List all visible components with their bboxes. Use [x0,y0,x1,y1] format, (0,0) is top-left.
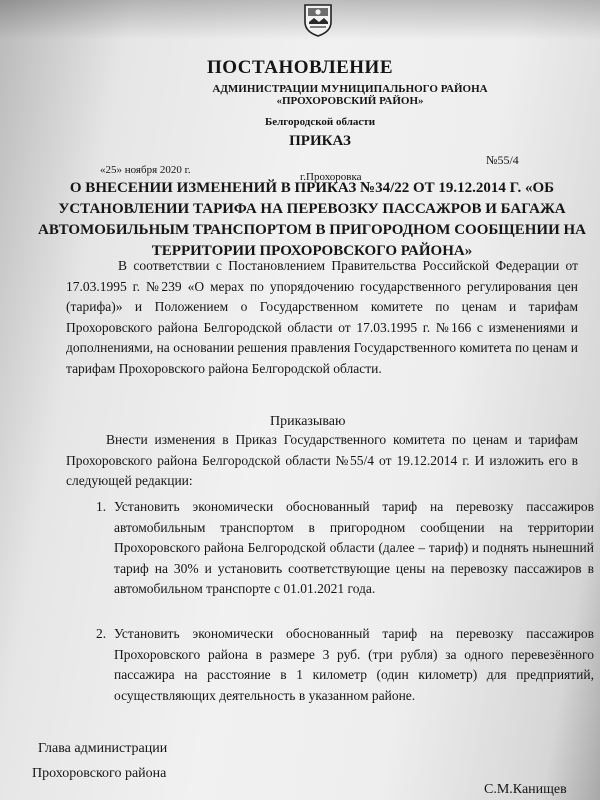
order-word: Приказываю [270,414,346,429]
signatory-name: С.М.Канищев [484,782,567,797]
doc-date: «25» ноября 2020 г. [100,164,191,176]
item-text: Установить экономически обоснованный тариф на перевозку пассажиров Прохоровского района в размере 3 руб. (три рубля) за одного перевезённого пассажира на расстояние в 1 километр (один километр) для предприятий, осуществляющих деятельность в указанном районе. [114,626,594,703]
doc-heading: О ВНЕСЕНИИ ИЗМЕНЕНИЙ В ПРИКАЗ №34/22 ОТ 19.12.2014 Г. «ОБ УСТАНОВЛЕНИИ ТАРИФА НА ПЕРЕВОЗКУ ПАССАЖРОВ И БАГАЖА АВТОМОБИЛЬНЫМ ТРАНСПОРТОМ В ПРИГОРОДНОМ СООБЩЕНИИ НА ТЕРРИТОРИИ ПРОХОРОВСКОГО РАЙОНА» [37,180,587,259]
signature-title-line-2: Прохоровского района [32,766,167,781]
doc-city: г.Прохоровка [300,171,362,183]
item-text: Установить экономически обоснованный тариф на перевозку пассажиров автомобильным транспортом в пригородном сообщении на территории Прохоровского района Белгородской области (далее – тариф) и поднять нынешний тариф на 30% и установить соответствующие цены на перевозку пассажиров в автомобильном транспорте с 01.01.2021 года. [114,499,594,596]
signature-title-line-1: Глава администрации [38,741,168,756]
item-number: 1. [96,499,107,514]
org-line-1: АДМИНИСТРАЦИИ МУНИЦИПАЛЬНОГО РАЙОНА [212,83,488,95]
item-number: 2. [96,626,107,641]
doc-number: №55/4 [486,153,519,167]
coat-of-arms-icon [302,2,334,38]
intro-paragraph: Внести изменения в Приказ Государственного комитета по ценам и тарифам Прохоровского района Белгородской области №55/4 от 19.12.2014 г. И изложить его в следующей редакции: [66,432,578,488]
page-shadow [0,0,600,40]
preamble-paragraph: В соответствии с Постановлением Правительства Российской Федерации от 17.03.1995 г. №239 «О мерах по упорядочению государственного регулирования цен (тарифа)» и Положением о Государственном комитете по ценам и тарифам Прохоровского района Белгородской области от 17.03.1995 г. №166 с изменениями и дополнениями, на основании решения правления Государственного комитета по ценам и тарифам Прохоровского района Белгородской области. [66,258,578,376]
doc-type: ПРИКАЗ [289,133,351,149]
org-line-2: «ПРОХОРОВСКИЙ РАЙОН» [276,95,424,107]
doc-title: ПОСТАНОВЛЕНИЕ [206,57,394,78]
region-line: Белгородской области [264,116,376,128]
